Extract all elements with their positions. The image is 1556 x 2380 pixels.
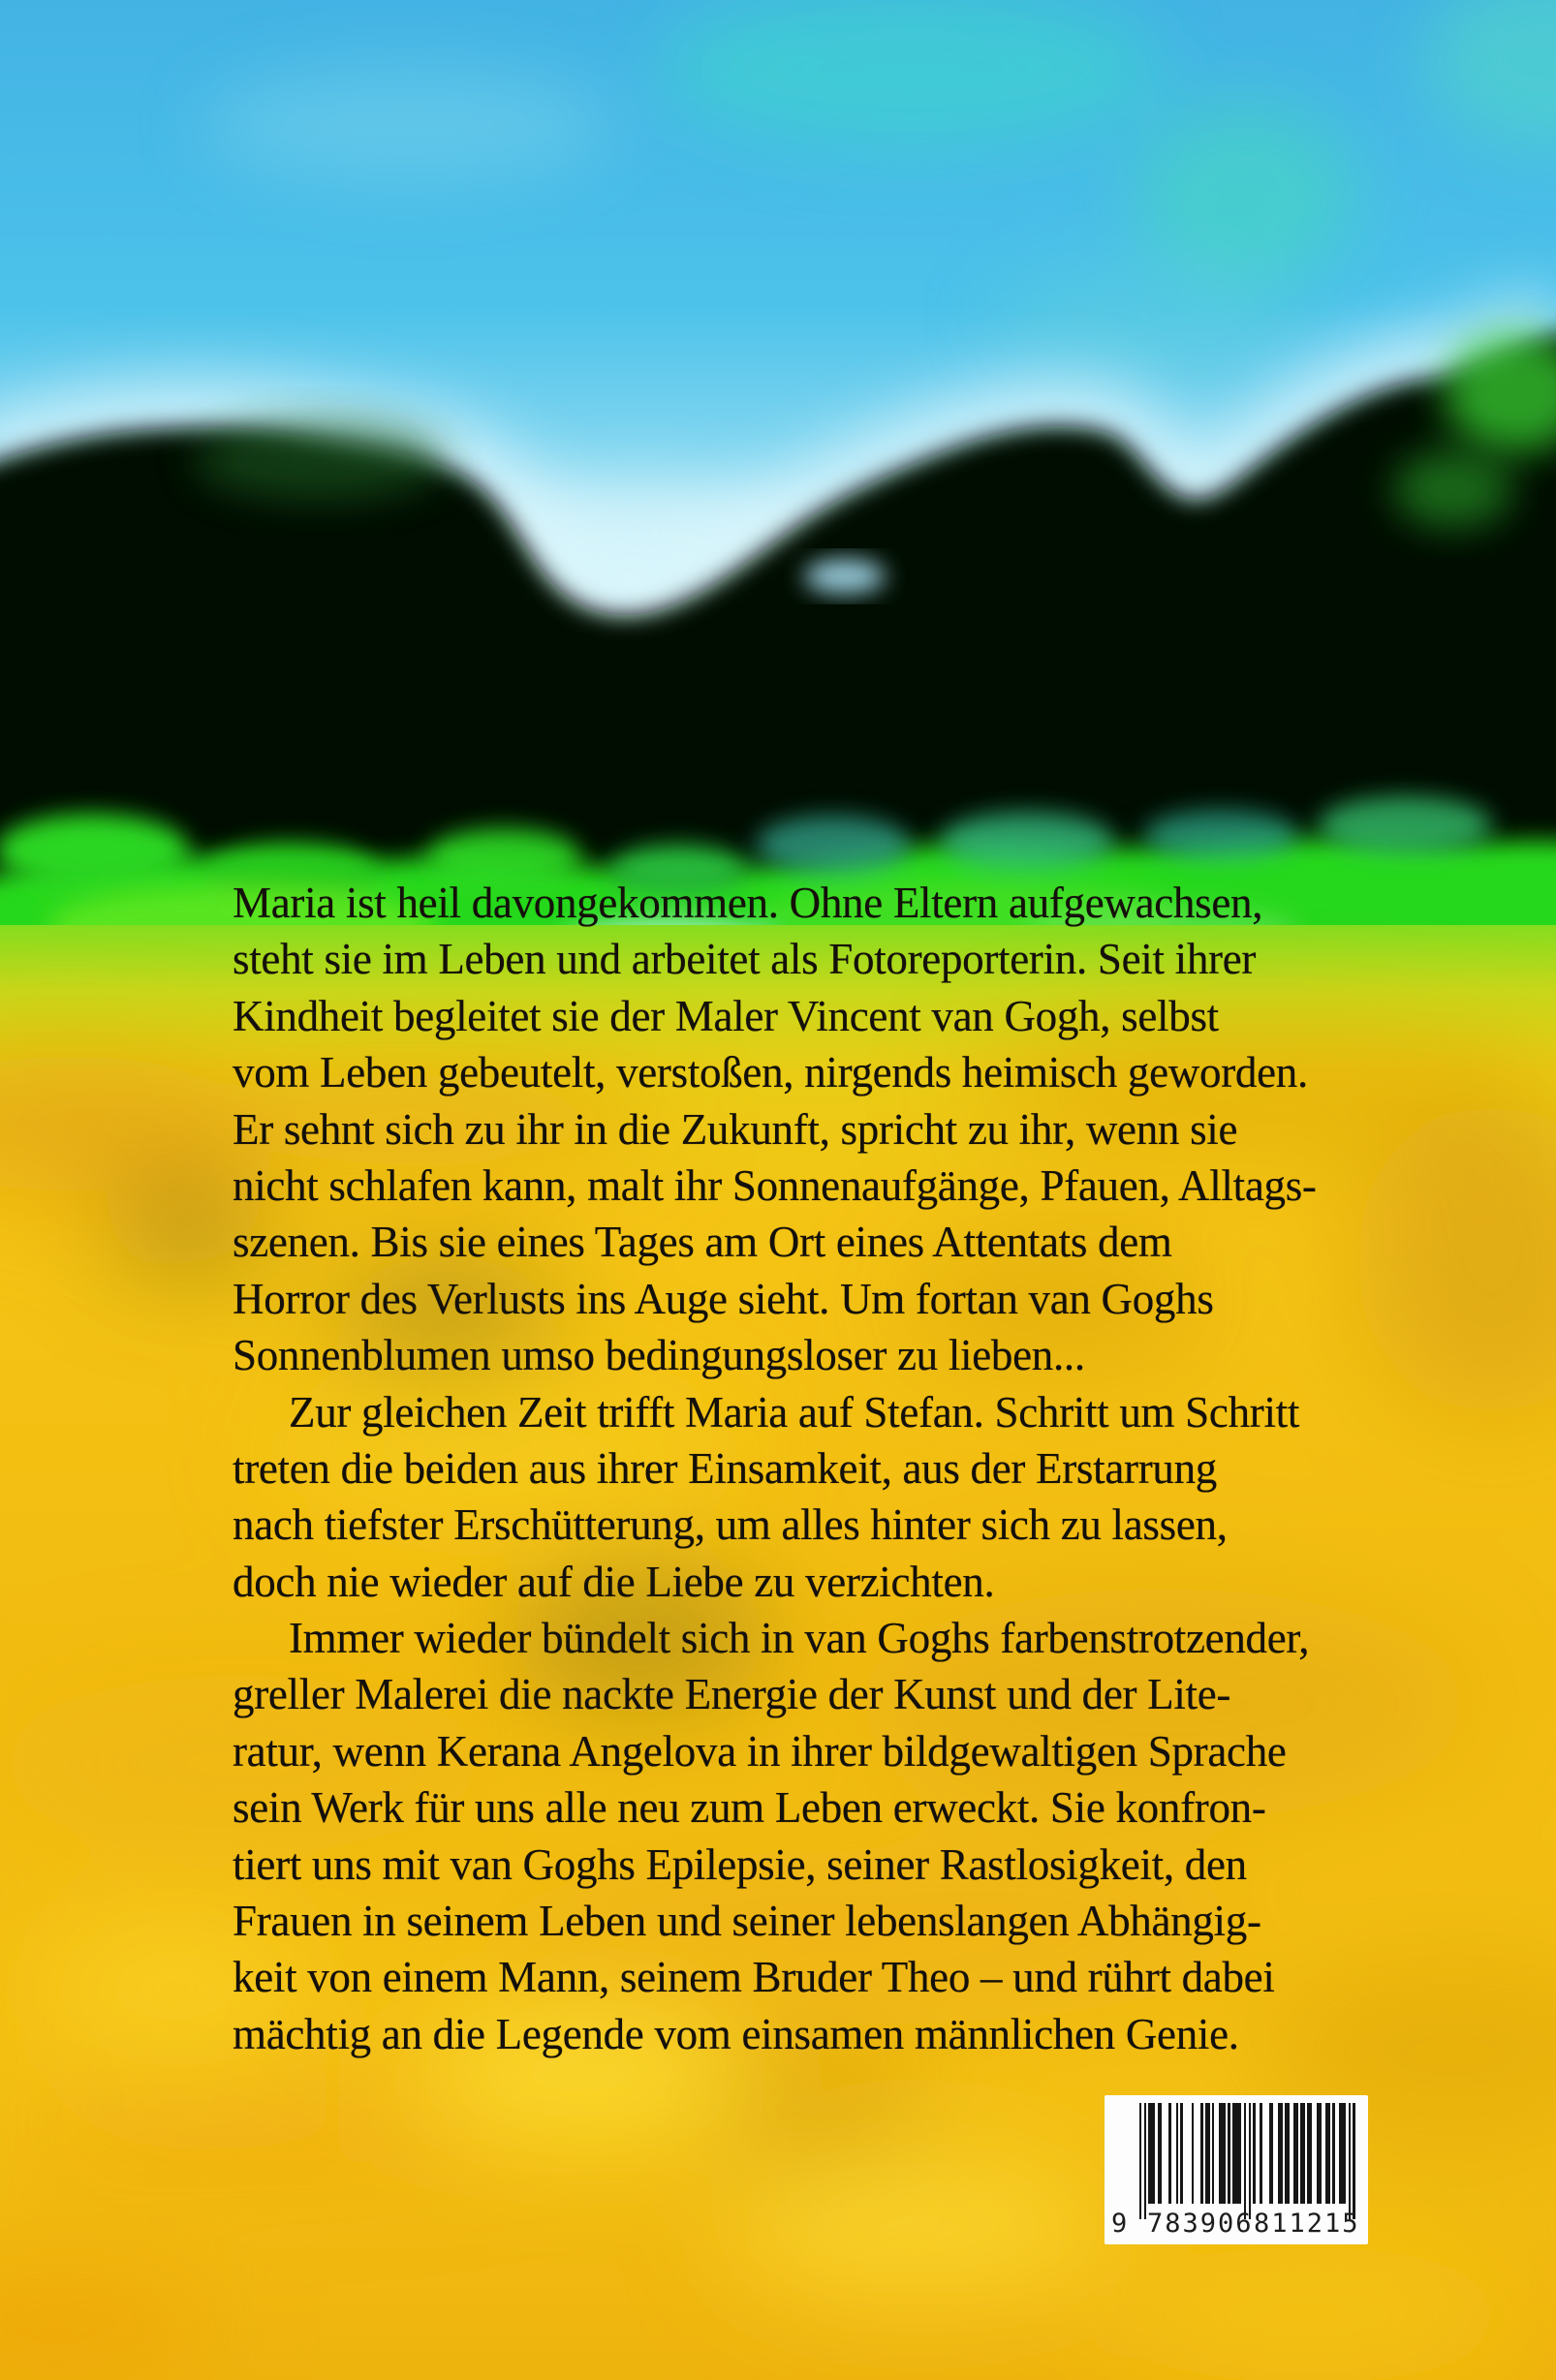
barcode-digit-first: 9 <box>1111 2209 1128 2239</box>
blurb-line: Maria ist heil davongekommen. Ohne Eltern aufgewachsen, <box>233 879 1263 927</box>
barcode-bars <box>1139 2103 1354 2219</box>
blurb-line: nicht schlafen kann, malt ihr Sonnenaufgänge, Pfauen, Alltags- <box>233 1160 1317 1210</box>
blurb-line: greller Malerei die nackte Energie der Kunst und der Lite- <box>233 1670 1231 1719</box>
blurb-line: mächtig an die Legende vom einsamen männlichen Genie. <box>233 2009 1239 2058</box>
blurb-line: Kindheit begleitet sie der Maler Vincent van Gogh, selbst <box>233 991 1219 1040</box>
barcode-digit-group1: 783906 <box>1147 2209 1254 2239</box>
barcode <box>1105 2095 1368 2244</box>
blurb-line: vom Leben gebeutelt, verstoßen, nirgends heimisch geworden. <box>233 1048 1308 1097</box>
blurb-line: ratur, wenn Kerana Angelova in ihrer bildgewaltigen Sprache <box>233 1726 1287 1776</box>
blurb-line: Er sehnt sich zu ihr in die Zukunft, spricht zu ihr, wenn sie <box>233 1104 1238 1154</box>
blurb-line: Immer wieder bündelt sich in van Goghs farbenstrotzender, <box>289 1614 1310 1663</box>
blurb-line: Zur gleichen Zeit trifft Maria auf Stefan. Schritt um Schritt <box>289 1387 1300 1437</box>
barcode-module <box>1353 2103 1354 2219</box>
blurb-line: keit von einem Mann, seinem Bruder Theo – und rührt dabei <box>233 1953 1275 2002</box>
blurb-line: Frauen in seinem Leben und seiner lebenslangen Abhängig- <box>233 1897 1261 1946</box>
blurb-line: sein Werk für uns alle neu zum Leben erweckt. Sie konfron- <box>233 1783 1266 1833</box>
blurb-line: Horror des Verlusts ins Auge sieht. Um fortan van Goghs <box>233 1274 1214 1323</box>
blurb-line: steht sie im Leben und arbeitet als Fotoreporterin. Seit ihrer <box>233 935 1257 984</box>
blurb-line: nach tiefster Erschütterung, um alles hinter sich zu lassen, <box>233 1500 1228 1550</box>
blurb-line: doch nie wieder auf die Liebe zu verzichten. <box>233 1557 995 1606</box>
barcode-digit-group2: 811215 <box>1254 2209 1360 2239</box>
blurb-line: Sonnenblumen umso bedingungsloser zu lieben... <box>233 1331 1085 1380</box>
blurb-line: treten die beiden aus ihrer Einsamkeit, aus der Erstarrung <box>233 1443 1217 1493</box>
blurb-line: szenen. Bis sie eines Tages am Ort eines Attentats dem <box>233 1218 1172 1267</box>
blurb-line: tiert uns mit van Goghs Epilepsie, seiner Rastlosigkeit, den <box>233 1839 1247 1889</box>
barcode-digits <box>1105 2208 1368 2241</box>
blurb-text <box>233 875 1434 2062</box>
